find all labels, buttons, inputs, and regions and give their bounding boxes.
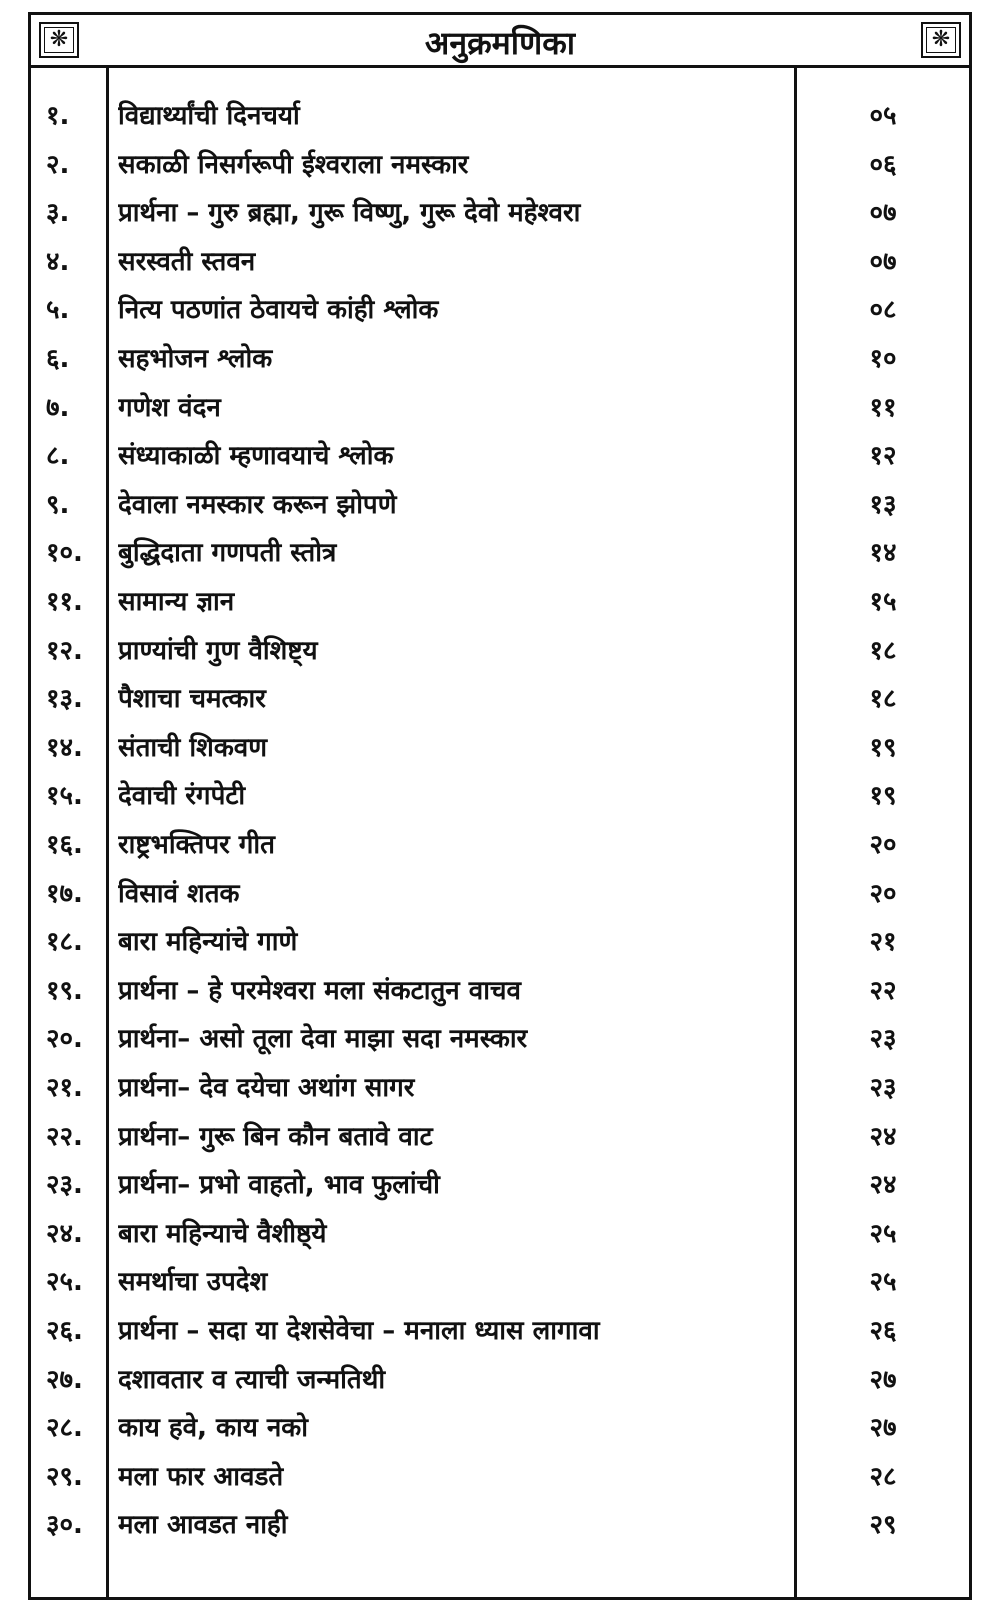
entry-title: बारा महिन्याचे वैशीष्ठ्ये	[118, 1218, 327, 1249]
entry-title: मला फार आवडते	[118, 1461, 284, 1492]
entry-page-number: ०७	[869, 198, 897, 229]
entry-page-number: २३	[869, 1073, 897, 1103]
entry-title: प्रार्थना – सदा या देशसेवेचा – मनाला ध्यास लागावा	[118, 1316, 600, 1346]
toc-entry	[28, 1258, 972, 1306]
entry-title: विद्यार्थ्यांची दिनचर्या	[118, 101, 300, 131]
table-of-contents-page	[28, 12, 972, 1600]
toc-entry	[28, 1210, 972, 1258]
entry-number: २४.	[46, 1218, 83, 1249]
entry-page-number: २७	[869, 1413, 897, 1444]
entry-page-number: ०८	[869, 295, 897, 326]
toc-entry	[28, 1501, 972, 1549]
entry-number: १.	[46, 101, 70, 131]
ornament-glyph-left: ❋	[44, 27, 74, 53]
entry-page-number: २६	[869, 1316, 897, 1346]
ornament-right-icon	[921, 22, 961, 58]
entry-number: ९.	[46, 489, 70, 520]
entry-title: सामान्य ज्ञान	[118, 587, 235, 617]
entry-page-number: १४	[869, 538, 897, 569]
entry-page-number: २४	[869, 1170, 897, 1201]
entry-title: सरस्वती स्तवन	[118, 246, 256, 277]
entry-number: १८.	[46, 927, 83, 958]
toc-entry	[28, 1404, 972, 1452]
entry-number: १४.	[46, 732, 83, 763]
entry-number: २१.	[46, 1073, 83, 1103]
entry-number: ११.	[46, 587, 83, 617]
entry-title: सकाळी निसर्गरूपी ईश्वराला नमस्कार	[118, 149, 469, 180]
entry-page-number: १९	[869, 732, 897, 763]
page-title: अनुक्रमणिका	[424, 24, 576, 62]
toc-entry	[28, 1161, 972, 1209]
toc-entry	[28, 335, 972, 383]
entry-page-number: ०५	[869, 101, 897, 131]
entry-title: संध्याकाळी म्हणावयाचे श्लोक	[118, 441, 394, 472]
entry-title: देवाला नमस्कार करून झोपणे	[118, 489, 397, 520]
entry-title: गणेश वंदन	[118, 392, 221, 423]
entry-page-number: २०	[869, 878, 897, 909]
entry-title: प्रार्थना – हे परमेश्वरा मला संकटातुन वाचव	[118, 975, 521, 1006]
entry-page-number: २५	[869, 1218, 897, 1249]
toc-entry	[28, 481, 972, 529]
entry-title: विसावं शतक	[118, 878, 240, 909]
toc-entry	[28, 529, 972, 577]
entry-page-number: ०६	[869, 149, 897, 180]
toc-entry	[28, 578, 972, 626]
entry-number: ३.	[46, 198, 70, 229]
entry-number: २२.	[46, 1121, 83, 1152]
entry-page-number: १८	[869, 635, 897, 666]
entry-title: प्रार्थना– देव दयेचा अथांग सागर	[118, 1073, 415, 1103]
entry-number: १२.	[46, 635, 83, 666]
entry-number: २६.	[46, 1316, 83, 1346]
entry-number: ३०.	[46, 1510, 83, 1541]
toc-entry	[28, 967, 972, 1015]
entry-title: बारा महिन्यांचे गाणे	[118, 927, 298, 958]
entry-page-number: १९	[869, 781, 897, 812]
entry-number: २७.	[46, 1364, 83, 1395]
entry-number: २.	[46, 149, 70, 180]
entry-number: १६.	[46, 830, 83, 860]
toc-entry	[28, 1113, 972, 1161]
toc-entry	[28, 432, 972, 480]
entry-number: २३.	[46, 1170, 83, 1201]
toc-entry	[28, 1356, 972, 1404]
entry-number: १९.	[46, 975, 83, 1006]
toc-entry	[28, 627, 972, 675]
toc-entry	[28, 141, 972, 189]
entry-title: समर्थाचा उपदेश	[118, 1267, 268, 1298]
toc-entry	[28, 238, 972, 286]
entry-number: ६.	[46, 344, 70, 374]
entry-number: ४.	[46, 246, 70, 277]
entry-page-number: २९	[869, 1510, 897, 1541]
entry-page-number: २३	[869, 1024, 897, 1055]
entry-title: नित्य पठणांत ठेवायचे कांही श्लोक	[118, 295, 439, 326]
entry-page-number: २२	[869, 975, 897, 1006]
entry-page-number: ०७	[869, 246, 897, 277]
toc-entry	[28, 772, 972, 820]
entry-number: २९.	[46, 1461, 83, 1492]
entry-title: देवाची रंगपेटी	[118, 781, 246, 812]
entry-title: प्रार्थना– प्रभो वाहतो, भाव फुलांची	[118, 1170, 440, 1201]
entry-number: ५.	[46, 295, 70, 326]
entry-number: १३.	[46, 684, 83, 715]
toc-entry	[28, 1307, 972, 1355]
entry-page-number: १३	[869, 489, 897, 520]
entry-page-number: २५	[869, 1267, 897, 1298]
toc-entry	[28, 870, 972, 918]
entry-title: पैशाचा चमत्कार	[118, 684, 266, 715]
entry-number: २०.	[46, 1024, 83, 1055]
entry-number: १७.	[46, 878, 83, 909]
toc-entry	[28, 286, 972, 334]
toc-entry	[28, 1453, 972, 1501]
entry-title: प्रार्थना – गुरु ब्रह्मा, गुरू विष्णु, गुरू देवो महेश्वरा	[118, 198, 581, 229]
entry-title: प्राण्यांची गुण वैशिष्ट्य	[118, 635, 318, 666]
entry-title: काय हवे, काय नको	[118, 1413, 308, 1444]
toc-entry	[28, 1064, 972, 1112]
entry-number: १५.	[46, 781, 83, 812]
toc-entry	[28, 724, 972, 772]
entry-title: बुद्धिदाता गणपती स्तोत्र	[118, 538, 337, 569]
entry-title: दशावतार व त्याची जन्मतिथी	[118, 1364, 386, 1395]
toc-entry	[28, 384, 972, 432]
entry-page-number: १५	[869, 587, 897, 617]
entry-page-number: २७	[869, 1364, 897, 1395]
entry-title: राष्ट्रभक्तिपर गीत	[118, 830, 275, 860]
entry-page-number: १०	[869, 344, 897, 374]
entry-number: ८.	[46, 441, 70, 472]
toc-entry	[28, 1015, 972, 1063]
entry-page-number: ११	[869, 392, 897, 423]
entry-number: २८.	[46, 1413, 83, 1444]
entry-title: प्रार्थना– गुरू बिन कौन बतावे वाट	[118, 1121, 433, 1152]
toc-entry	[28, 92, 972, 140]
entry-page-number: २०	[869, 830, 897, 860]
entry-number: २५.	[46, 1267, 83, 1298]
entry-title: संताची शिकवण	[118, 732, 268, 763]
entry-page-number: १२	[869, 441, 897, 472]
toc-entry	[28, 918, 972, 966]
entry-number: १०.	[46, 538, 83, 569]
toc-header	[28, 12, 972, 68]
entry-number: ७.	[46, 392, 70, 423]
entry-page-number: २४	[869, 1121, 897, 1152]
entry-page-number: १८	[869, 684, 897, 715]
entry-title: सहभोजन श्लोक	[118, 344, 273, 374]
toc-entry	[28, 821, 972, 869]
entry-title: प्रार्थना– असो तूला देवा माझा सदा नमस्कार	[118, 1024, 528, 1055]
entry-page-number: २१	[869, 927, 897, 958]
toc-entry	[28, 189, 972, 237]
toc-entry	[28, 675, 972, 723]
ornament-glyph-right: ❋	[926, 27, 956, 53]
entry-title: मला आवडत नाही	[118, 1510, 288, 1541]
entry-page-number: २८	[869, 1461, 897, 1492]
